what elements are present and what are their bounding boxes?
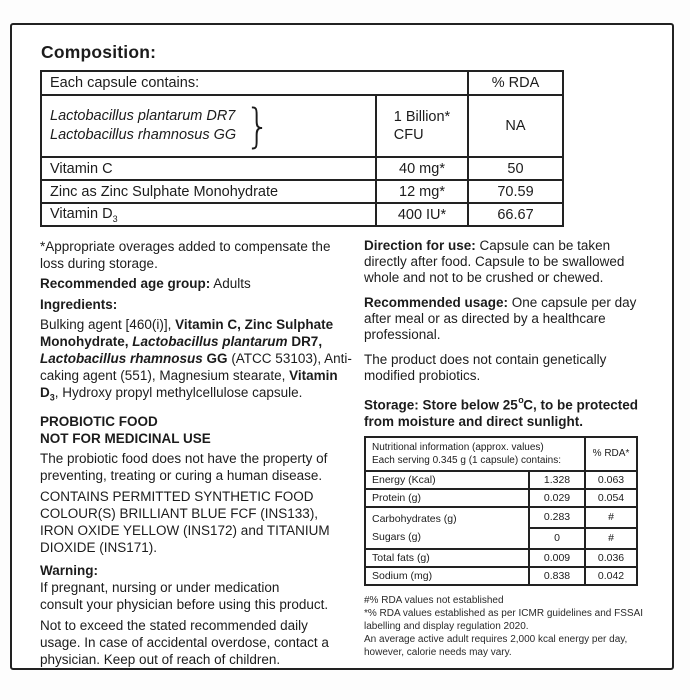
protein-rda: 0.054: [585, 489, 637, 507]
carbs-value: 0.283: [529, 507, 585, 528]
comp-table-header-row: [41, 71, 563, 95]
footnotes: [364, 594, 644, 659]
zinc-amount: 12 mg*: [376, 180, 468, 203]
zinc-rda: 70.59: [468, 180, 563, 203]
warning-text: If pregnant, nursing or under medication consult your physician before using this product.: [40, 579, 329, 612]
ingredients-text: Bulking agent [460(i)], Vitamin C, Zinc Sulphate Monohydrate, Lactobacillus plantarum DR7, Lactobacillus rhamnosus GG (ATCC 53103), Anti-caking agent (551), Magnesium stearate, Vitamin $D_3$, Hydroxy propyl methylcellulose capsule.: [40, 317, 352, 403]
footnote-icmr: *% RDA values established as per ICMR guidelines and FSSAI labelling and display regulation 2020.: [364, 607, 644, 632]
age-group-line: Recommended age group: Adults: [40, 276, 251, 291]
organism-1: Lactobacillus plantarum DR7: [50, 108, 236, 124]
right-column: [364, 238, 644, 671]
sugars-rda: #: [585, 528, 637, 549]
warning-heading: Warning:: [40, 562, 98, 578]
sodium-label: Sodium (mg): [365, 567, 529, 585]
table-row-energy: [365, 471, 637, 489]
protein-value: 0.029: [529, 489, 585, 507]
composition-heading: Composition:: [41, 42, 157, 62]
gm-statement: The product does not contain genetically modified probiotics.: [364, 352, 607, 383]
probiotic-amount-line1: 1 Billion*: [393, 109, 451, 125]
table-row-carbohydrates: [365, 507, 637, 528]
product-label-sheet: [10, 23, 674, 670]
left-column: [40, 238, 352, 671]
probiotic-disclaimer: The probiotic food does not have the property of preventing, treating or curing a human disease.: [40, 450, 328, 483]
ingredients-heading: Ingredients:: [40, 297, 118, 312]
probiotic-food-heading: PROBIOTIC FOOD NOT FOR MEDICINAL USE: [40, 413, 211, 446]
overdose-text: Not to exceed the stated recommended daily usage. In case of accidental overdose, contact a physician. Keep out of reach of children.: [40, 617, 329, 667]
direction-for-use: Direction for use: Capsule can be taken directly after food. Capsule to be swallowed whole and not to be crushed or chewed.: [364, 238, 625, 285]
sodium-rda: 0.042: [585, 567, 637, 585]
comp-header-label: Each capsule contains:: [41, 71, 468, 95]
sugars-value: 0: [529, 528, 585, 549]
table-row-vitamin-c: [41, 157, 563, 180]
degree-symbol: o: [518, 395, 524, 405]
composition-table: [40, 70, 564, 227]
vitamin-d-label: Vitamin $D_3$: [41, 203, 376, 226]
fats-label: Total fats (g): [365, 549, 529, 567]
vitamin-d-amount: 400 IU*: [376, 203, 468, 226]
table-row-vitamin-d: [41, 203, 563, 226]
colours-statement: CONTAINS PERMITTED SYNTHETIC FOOD COLOUR(S) BRILLIANT BLUE FCF (INS133), IRON OXIDE YELLOW (INS172) and TITANIUM DIOXIDE (INS171).: [40, 488, 330, 555]
fats-value: 0.009: [529, 549, 585, 567]
energy-label: Energy (Kcal): [365, 471, 529, 489]
table-row-protein: [365, 489, 637, 507]
nutrition-header-rda: % RDA*: [585, 437, 637, 471]
vitamin-c-label: Vitamin C: [41, 157, 376, 180]
footnote-rda-not-established: #% RDA values not established: [364, 594, 504, 606]
probiotic-row: [41, 95, 563, 157]
fats-rda: 0.036: [585, 549, 637, 567]
carbs-sugars-label: Carbohydrates (g) Sugars (g): [365, 507, 529, 549]
sodium-value: 0.838: [529, 567, 585, 585]
probiotic-organisms-cell: [41, 95, 376, 157]
brace-glyph: }: [245, 99, 271, 153]
nutrition-table: [364, 436, 638, 586]
footnote-calories: An average active adult requires 2,000 kcal energy per day, however, calorie needs may vary.: [364, 633, 628, 658]
nutrition-header-row: [365, 437, 637, 471]
probiotic-rda-cell: NA: [468, 95, 563, 157]
table-row-sodium: [365, 567, 637, 585]
energy-value: 1.328: [529, 471, 585, 489]
probiotic-amount-line2: CFU: [393, 127, 424, 143]
vitamin-c-rda: 50: [468, 157, 563, 180]
zinc-label: Zinc as Zinc Sulphate Monohydrate: [41, 180, 376, 203]
storage-statement: Storage: Store below 25$^o$C, to be protected from moisture and direct sunlight.: [364, 395, 639, 429]
vitamin-c-amount: 40 mg*: [376, 157, 468, 180]
overage-note: *Appropriate overages added to compensate the loss during storage.: [40, 239, 331, 271]
vitamin-d-rda: 66.67: [468, 203, 563, 226]
carbs-rda: #: [585, 507, 637, 528]
recommended-usage: Recommended usage: One capsule per day after meal or as directed by a healthcare professional.: [364, 295, 637, 342]
nutrition-header-label: Nutritional information (approx. values) Each serving 0.345 g (1 capsule) contains:: [365, 437, 585, 471]
energy-rda: 0.063: [585, 471, 637, 489]
organism-2: Lactobacillus rhamnosus GG: [50, 127, 237, 143]
table-row-total-fats: [365, 549, 637, 567]
comp-header-rda: % RDA: [468, 71, 563, 95]
protein-label: Protein (g): [365, 489, 529, 507]
probiotic-amount-cell: [376, 95, 468, 157]
table-row-zinc: [41, 180, 563, 203]
